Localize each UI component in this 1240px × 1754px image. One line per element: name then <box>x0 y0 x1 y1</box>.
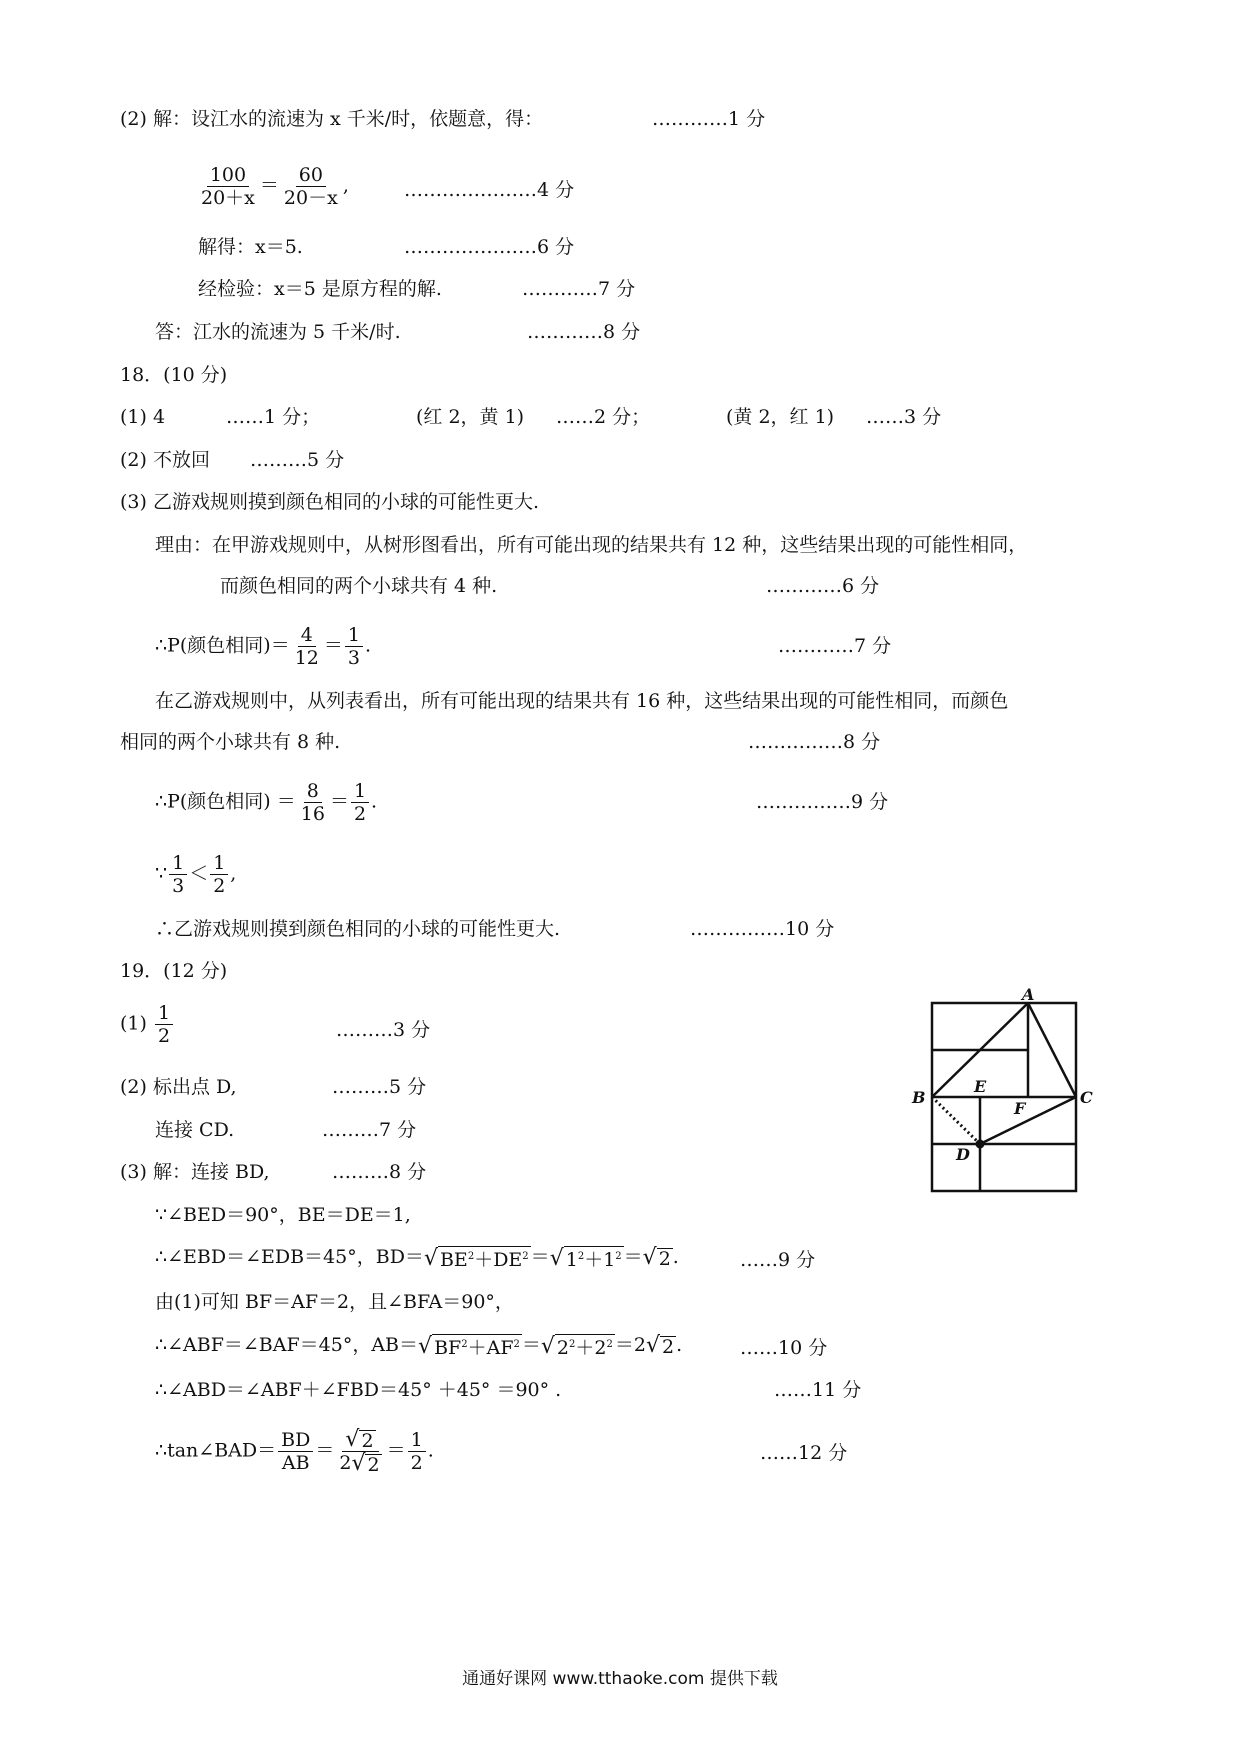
q18-reason-line1: 理由：在甲游戏规则中，从树形图看出，所有可能出现的结果共有 12 种，这些结果出现的可能性相同， <box>155 534 1028 556</box>
q17-score4: …………7 分 <box>522 278 636 300</box>
q19-part3-score1: ………8 分 <box>332 1161 427 1183</box>
label-f: F <box>1014 1099 1026 1118</box>
q18-prob-b: ∴P(颜色相同) ＝ $\frac{8}{16}$ ＝ $\frac{1}{2}$ . <box>155 780 378 825</box>
q19-part2-score1: ………5 分 <box>332 1076 427 1098</box>
segment-bd <box>932 1097 980 1144</box>
fraction: √ 2 2 √ 2 <box>339 1427 380 1476</box>
fraction: $\frac{1}{2}$ <box>155 1002 173 1047</box>
footer-credit: 通通好课网 www.tthaoke.com 提供下载 <box>462 1669 778 1689</box>
q18-prob-a-score: …………7 分 <box>778 635 892 657</box>
q18-part2-score: ………5 分 <box>250 449 345 471</box>
q17-score1: …………1 分 <box>652 108 766 130</box>
sqrt: √ $1^2+1^2$ <box>549 1246 622 1271</box>
q19-angle-score: ……11 分 <box>774 1379 862 1401</box>
q18-prob-b-score: ……………9 分 <box>756 791 889 813</box>
q17-equation: $\frac{100}{20+x}$ ＝ $\frac{60}{20-x}$ , <box>196 164 349 209</box>
label-a: A <box>1022 985 1035 1004</box>
q18-reason-score: …………6 分 <box>766 575 880 597</box>
q18-part2-answer: (2) 不放回 <box>120 449 210 471</box>
q18-part1-pair1: (红 2，黄 1) <box>416 406 525 428</box>
q17-line4: 经检验：x＝5 是原方程的解. <box>198 278 442 300</box>
fraction: $\frac{1}{2}$ <box>351 780 369 825</box>
q18-part1-pair2: (黄 2，红 1) <box>726 406 835 428</box>
q19-ab-score: ……10 分 <box>740 1337 828 1359</box>
q19-from-part1: 由(1)可知 BF＝AF＝2，且∠BFA＝90°， <box>155 1291 514 1313</box>
fraction: $\frac{60}{20-x}$ <box>283 164 338 209</box>
q19-part1-score: ………3 分 <box>336 1019 431 1041</box>
label-c: C <box>1080 1088 1093 1107</box>
q19-part2-line2: 连接 CD. <box>155 1119 235 1141</box>
q17-line5: 答：江水的流速为 5 千米/时. <box>155 321 401 343</box>
sqrt: √ $2^2+2^2$ <box>540 1334 613 1359</box>
q17-score3: …………………6 分 <box>404 236 575 258</box>
q19-bd-score: ……9 分 <box>740 1249 816 1271</box>
q18-b-line2: 相同的两个小球共有 8 种. <box>120 731 341 753</box>
q18-prob-a: ∴P(颜色相同)＝ $\frac{4}{12}$ ＝ $\frac{1}{3}$ . <box>155 624 372 669</box>
q18-part3-answer: (3) 乙游戏规则摸到颜色相同的小球的可能性更大. <box>120 491 539 513</box>
q19-part2-score2: ………7 分 <box>322 1119 417 1141</box>
q19-given: ∵∠BED＝90°，BE＝DE＝1, <box>155 1204 411 1226</box>
geometry-figure <box>910 985 1093 1200</box>
sqrt: √ $BF^2+AF^2$ <box>418 1334 520 1359</box>
fraction: $\frac{1}{3}$ <box>345 624 363 669</box>
q18-b-line1: 在乙游戏规则中，从列表看出，所有可能出现的结果共有 16 种，这些结果出现的可能性相同，而颜色 <box>155 690 1009 712</box>
q17-line1: (2) 解：设江水的流速为 x 千米/时，依题意，得： <box>120 108 544 130</box>
fraction: $\frac{8}{16}$ <box>300 780 325 825</box>
q18-conclusion-score: ……………10 分 <box>690 918 835 940</box>
q17-line3: 解得：x＝5. <box>198 236 303 258</box>
q19-part3-line1: (3) 解：连接 BD, <box>120 1161 270 1183</box>
q17-score2: …………………4 分 <box>404 179 575 201</box>
fraction: $\frac{1}{3}$ <box>169 852 187 897</box>
sqrt: √ 2 <box>642 1245 671 1270</box>
label-e: E <box>974 1077 987 1096</box>
segment-cd <box>980 1097 1076 1144</box>
q19-part2-line1: (2) 标出点 D, <box>120 1076 237 1098</box>
label-b: B <box>912 1088 926 1107</box>
fraction: $\frac{1}{2}$ <box>210 852 228 897</box>
q19-bd-length: ∴∠EBD＝∠EDB＝45°，BD＝ √ $BE^2+DE^2$ ＝ √ $1^2+1^2$ ＝ √ 2 . <box>155 1245 679 1271</box>
q19-heading: 19．(12 分) <box>120 960 228 982</box>
q19-tan-score: ……12 分 <box>760 1442 848 1464</box>
q18-conclusion: ∴乙游戏规则摸到颜色相同的小球的可能性更大. <box>155 918 561 940</box>
q19-tan: ∴tan∠BAD＝ $\frac{BD}{AB}$ ＝ √ 2 2 √ 2 ＝ $\frac{1}{2}$ . <box>155 1427 434 1476</box>
q18-part1-score1: ……1 分； <box>226 406 321 428</box>
q19-angle-abd: ∴∠ABD＝∠ABF＋∠FBD＝45° ＋45° ＝90° . <box>155 1379 562 1401</box>
q19-part1: (1) $\frac{1}{2}$ <box>120 1002 175 1047</box>
q18-b-score: ……………8 分 <box>748 731 881 753</box>
q18-part1-score3: ……3 分 <box>866 406 942 428</box>
label-d: D <box>956 1145 970 1164</box>
fraction: $\frac{BD}{AB}$ <box>278 1429 313 1474</box>
fraction: $\frac{4}{12}$ <box>294 624 319 669</box>
q18-heading: 18．(10 分) <box>120 364 228 386</box>
q18-reason-line2: 而颜色相同的两个小球共有 4 种. <box>220 575 498 597</box>
fraction: $\frac{100}{20+x}$ <box>201 164 255 209</box>
point-d <box>976 1140 985 1149</box>
q18-part1-answer: (1) 4 <box>120 406 166 428</box>
segment-ac <box>1028 1003 1076 1097</box>
q18-compare: ∵ $\frac{1}{3}$ ＜ $\frac{1}{2}$ , <box>155 852 237 897</box>
q18-part1-score2: ……2 分； <box>556 406 651 428</box>
q17-score5: …………8 分 <box>527 321 641 343</box>
fraction: $\frac{1}{2}$ <box>408 1429 426 1474</box>
q19-ab-length: ∴∠ABF＝∠BAF＝45°，AB＝ √ $BF^2+AF^2$ ＝ √ $2^2+2^2$ ＝2 √ 2 . <box>155 1333 683 1359</box>
sqrt: √ $BE^2+DE^2$ <box>423 1246 529 1271</box>
sqrt: √ 2 <box>645 1333 675 1358</box>
